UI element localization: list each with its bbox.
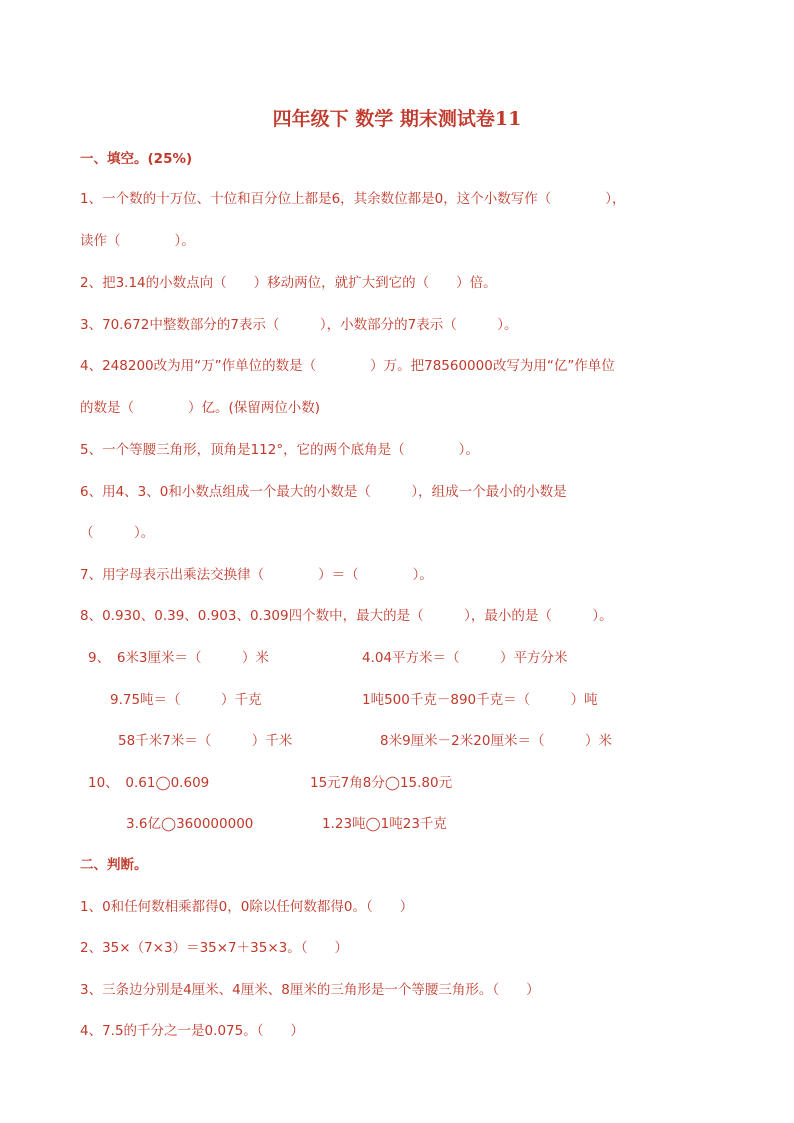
section-judge-heading: 二、判断。	[80, 857, 148, 873]
question-1-line-1: 1、一个数的十万位、十位和百分位上都是6，其余数位都是0，这个小数写作（ ），	[80, 191, 626, 207]
question-9-row-2-left: 9.75吨＝（ ）千克	[110, 692, 262, 708]
question-7: 7、用字母表示出乘法交换律（ ）＝（ ）。	[80, 567, 433, 583]
question-3: 3、70.672中整数部分的7表示（ ），小数部分的7表示（ ）。	[80, 317, 518, 333]
judge-item-3: 3、三条边分别是4厘米、4厘米、8厘米的三角形是一个等腰三角形。（ ）	[80, 982, 540, 998]
question-9-row-1-right: 4.04平方米＝（ ）平方分米	[362, 650, 568, 666]
judge-item-2: 2、35×（7×3）＝35×7＋35×3。（ ）	[80, 940, 348, 956]
page-title: 四年级下 数学 期末测试卷11	[272, 108, 522, 130]
question-2: 2、把3.14的小数点向（ ）移动两位，就扩大到它的（ ）倍。	[80, 275, 497, 291]
question-1-line-2: 读作（ ）。	[80, 233, 195, 249]
section-fill-heading: 一、填空。(25%)	[80, 151, 193, 167]
question-8: 8、0.930、0.39、0.903、0.309四个数中，最大的是（ ），最小的是（ ）。	[80, 608, 613, 624]
question-10-row-2-left: 3.6亿◯360000000	[126, 816, 254, 832]
question-9-row-2-right: 1吨500千克－890千克＝（ ）吨	[362, 692, 598, 708]
question-9-row-1-left: 9、 6米3厘米＝（ ）米	[88, 650, 270, 666]
judge-item-4: 4、7.5的千分之一是0.075。（ ）	[80, 1023, 304, 1039]
question-6-line-1: 6、用4、3、0和小数点组成一个最大的小数是（ ），组成一个最小的小数是	[80, 484, 567, 500]
question-9-row-3-left: 58千米7米＝（ ）千米	[118, 733, 293, 749]
question-9-row-3-right: 8米9厘米－2米20厘米＝（ ）米	[380, 733, 612, 749]
judge-item-1: 1、0和任何数相乘都得0，0除以任何数都得0。（ ）	[80, 899, 414, 915]
question-6-line-2: （ ）。	[80, 525, 155, 541]
question-10-row-1-right: 15元7角8分◯15.80元	[310, 775, 453, 791]
question-4-line-2: 的数是（ ）亿。(保留两位小数)	[80, 400, 321, 416]
question-10-row-1-left: 10、 0.61◯0.609	[88, 775, 210, 791]
question-10-row-2-right: 1.23吨◯1吨23千克	[322, 816, 447, 832]
question-5: 5、一个等腰三角形，顶角是112°，它的两个底角是（ ）。	[80, 442, 479, 458]
question-4-line-1: 4、248200改为用“万”作单位的数是（ ）万。把78560000改写为用“亿”作单位	[80, 358, 615, 374]
